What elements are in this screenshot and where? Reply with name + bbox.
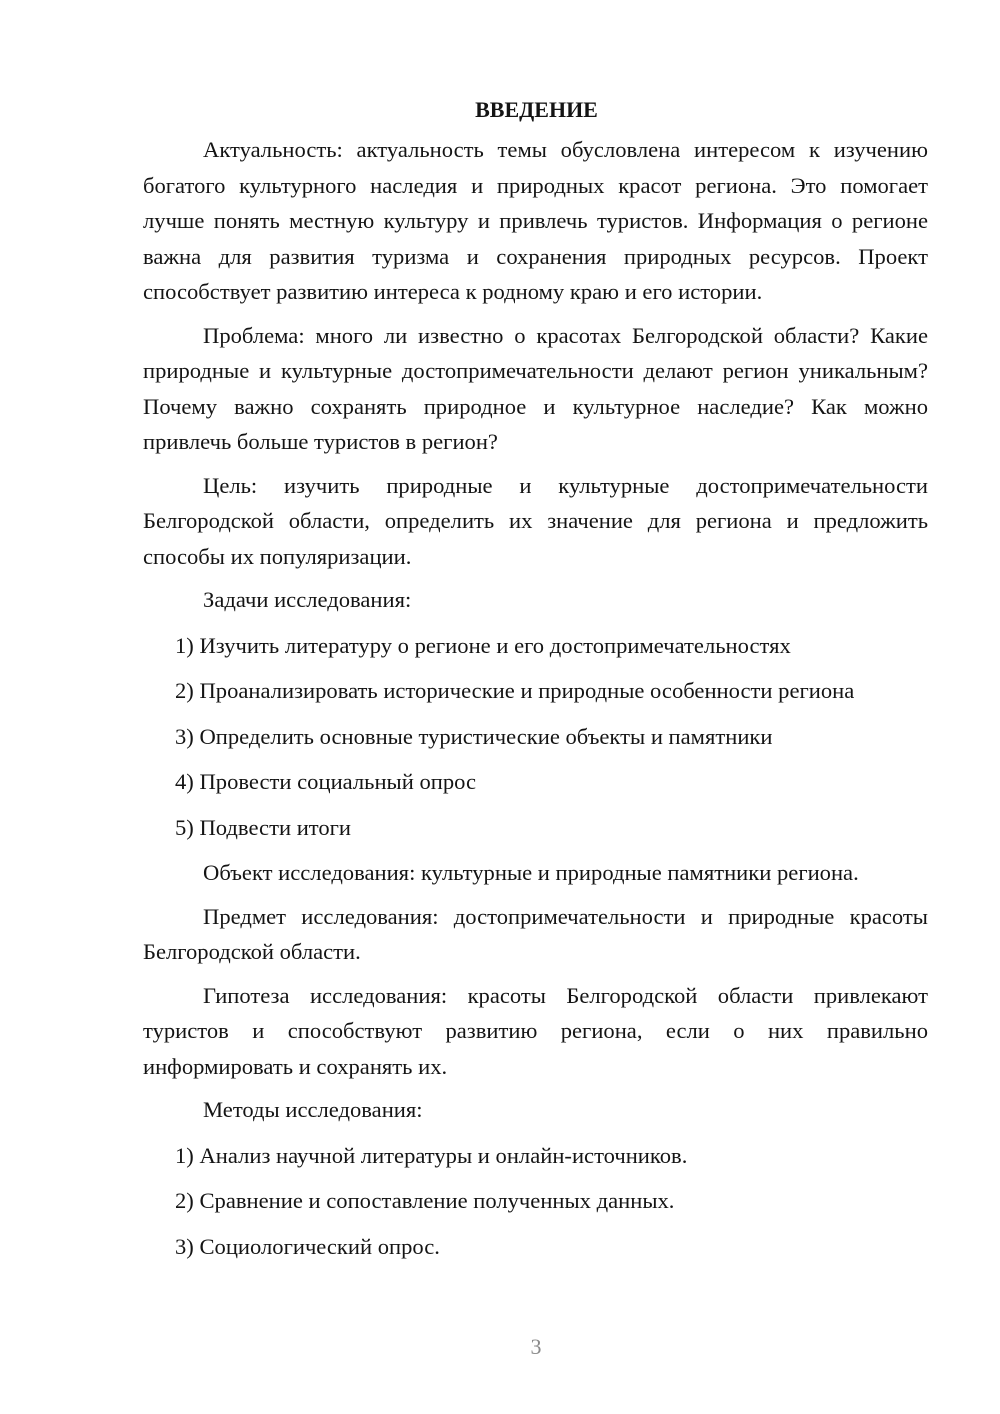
method-item: 3) Социологический опрос. (175, 1233, 440, 1259)
page-number: 3 (530, 1334, 542, 1359)
tasks-label: Задачи исследования: (203, 587, 412, 612)
method-item: 1) Анализ научной литературы и онлайн-источников. (175, 1142, 688, 1168)
section-heading: ВВЕДЕНИЕ (475, 97, 598, 122)
method-item: 2) Сравнение и сопоставление полученных данных. (175, 1188, 675, 1213)
task-item: 4) Провести социальный опрос (175, 769, 477, 794)
methods-label: Методы исследования: (203, 1097, 423, 1122)
tasks-list (143, 628, 928, 846)
hypothesis-paragraph: Гипотеза исследования: красоты Белгородской области привлекают туристов и способствуют развитию региона, если о них правильно информировать и сохранять их. (143, 982, 928, 1079)
object-paragraph: Объект исследования: культурные и природные памятники региона. (203, 860, 859, 885)
document-page (143, 92, 928, 1274)
task-item: 3) Определить основные туристические объекты и памятники (175, 723, 773, 749)
subject-paragraph: Предмет исследования: достопримечательности и природные красоты Белгородской области. (143, 903, 928, 964)
methods-list (143, 1138, 928, 1265)
goal-paragraph: Цель: изучить природные и культурные достопримечательности Белгородской области, определить их значение для региона и предложить способы их популяризации. (143, 472, 928, 569)
relevance-paragraph: Актуальность: актуальность темы обусловлена интересом к изучению богатого культурного наследия и природных красот региона. Это помогает лучше понять местную культуру и привлечь туристов. Информация о регионе важна для развития туризма и сохранения природных ресурсов. Проект способствует развитию интереса к родному краю и его истории. (143, 137, 928, 304)
task-item: 1) Изучить литературу о регионе и его достопримечательностях (175, 632, 791, 658)
task-item: 5) Подвести итоги (175, 814, 352, 840)
task-item: 2) Проанализировать исторические и природные особенности региона (175, 678, 855, 703)
problem-paragraph: Проблема: много ли известно о красотах Белгородской области? Какие природные и культурные достопримечательности делают регион уникальным? Почему важно сохранять природное и культурное наследие? Как можно привлечь больше туристов в регион? (143, 322, 928, 454)
